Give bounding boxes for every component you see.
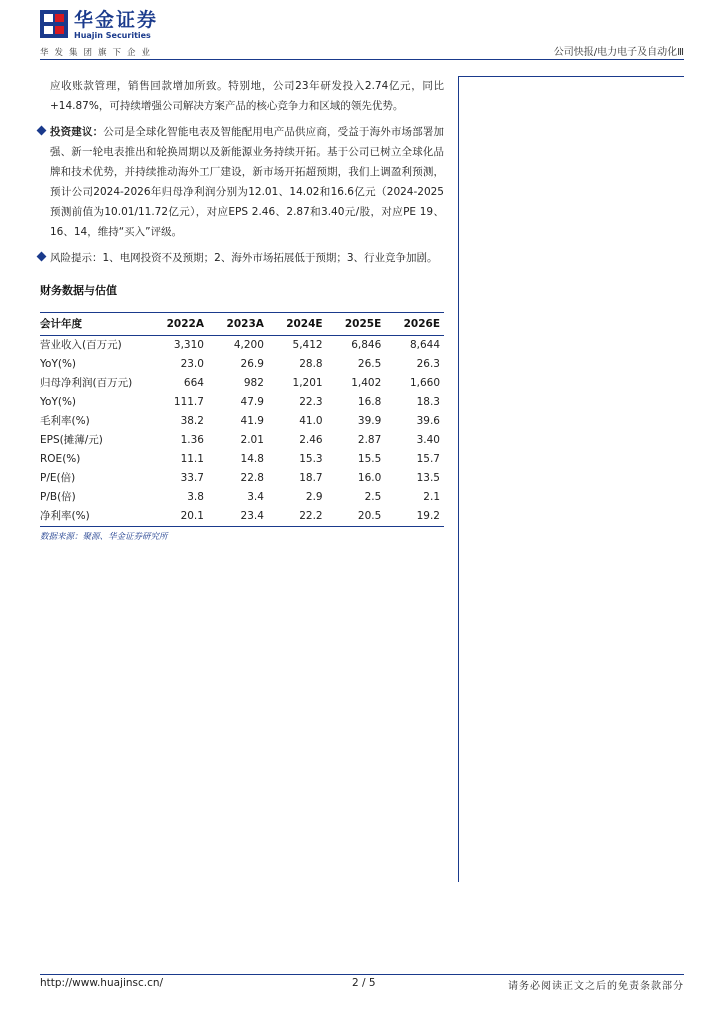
table-cell: 14.8 (240, 453, 264, 465)
column-header: 2024E (268, 313, 327, 336)
table-row (40, 336, 444, 356)
table-row (40, 469, 444, 488)
table-cell: 28.8 (299, 358, 323, 370)
investment-label: 投资建议： (50, 126, 104, 138)
table-cell: 16.8 (357, 396, 382, 408)
table-cell: 26.5 (357, 358, 382, 370)
table-cell: 18.3 (416, 396, 440, 408)
table-cell: 982 (243, 377, 264, 389)
table-cell: 3.4 (247, 491, 264, 503)
table-row (40, 412, 444, 431)
group-tagline: 华发集团旗下企业 (40, 48, 157, 58)
logo-cn-text: 华金证券 (74, 9, 159, 31)
logo-en-text: Huajin Securities (74, 31, 151, 40)
table-cell: 19.2 (385, 507, 444, 527)
investment-text: 公司是全球化智能电表及智能配用电产品供应商，受益于海外市场部署加强、新一轮电表推出和轮换周期以及新能源业务持续开拓。基于公司已树立全球化品牌和技术优势，并持续推动海外工厂建设，新市场开拓超预期，我们上调盈利预测，预计公司2024-2026年归母净利润分别为12.01、14.02和16.6亿元（2024-2025预测前值为10.01/11.72亿元），对应EPS 2.46、2.87和3.40元/股，对应PE 19、16、14，维持“买入”评级。 (50, 126, 445, 238)
table-cell: 20.5 (327, 507, 386, 527)
table-cell: 2.5 (364, 491, 382, 503)
footer-divider (40, 974, 684, 975)
financials-table-body (40, 336, 444, 527)
bullet-diamond-icon (37, 252, 47, 262)
table-row (40, 507, 444, 527)
table-row (40, 488, 444, 507)
row-label: 营业收入(百万元) (40, 339, 122, 351)
footer-disclaimer: 请务必阅读正文之后的免责条款部分 (508, 981, 684, 992)
table-cell: 20.1 (148, 507, 208, 527)
table-cell: 38.2 (180, 415, 204, 427)
table-cell: 3,310 (173, 339, 204, 351)
table-cell: 47.9 (240, 396, 264, 408)
table-cell: 3.40 (416, 434, 440, 446)
table-cell: 1.36 (180, 434, 204, 446)
footer-url-link[interactable]: http://www.huajinsc.cn/ (40, 977, 164, 989)
table-cell: 4,200 (233, 339, 264, 351)
table-cell: 3.8 (187, 491, 204, 503)
column-header: 2023A (208, 313, 268, 336)
table-cell: 18.7 (299, 472, 323, 484)
table-cell: 22.2 (268, 507, 327, 527)
table-cell: 111.7 (173, 396, 204, 408)
row-label: P/E(倍) (40, 472, 76, 484)
table-row (40, 393, 444, 412)
row-label: 净利率(%) (40, 507, 148, 527)
huajin-logo (40, 10, 158, 41)
risk-text: 风险提示：1、电网投资不及预期；2、海外市场拓展低于预期；3、行业竞争加剧。 (50, 252, 438, 264)
table-cell: 8,644 (409, 339, 440, 351)
table-cell: 41.0 (299, 415, 323, 427)
table-cell: 1,660 (409, 377, 440, 389)
column-header: 2022A (148, 313, 208, 336)
table-cell: 22.8 (240, 472, 264, 484)
table-cell: 2.87 (357, 434, 382, 446)
table-cell: 5,412 (292, 339, 323, 351)
table-cell: 26.9 (240, 358, 264, 370)
row-label: P/B(倍) (40, 491, 76, 503)
table-cell: 15.5 (357, 453, 382, 465)
financials-table (40, 312, 444, 527)
table-cell: 13.5 (416, 472, 440, 484)
table-cell: 23.4 (208, 507, 268, 527)
table-cell: 39.6 (416, 415, 440, 427)
table-cell: 15.7 (416, 453, 440, 465)
table-cell: 16.0 (357, 472, 382, 484)
investment-advice (40, 122, 444, 242)
table-cell: 6,846 (351, 339, 382, 351)
table-cell: 26.3 (416, 358, 440, 370)
table-row (40, 355, 444, 374)
table-cell: 39.9 (357, 415, 382, 427)
risk-warning (40, 248, 444, 268)
row-label: YoY(%) (40, 358, 77, 370)
page-number: 2 / 5 (352, 977, 376, 989)
table-cell: 15.3 (299, 453, 323, 465)
bullet-diamond-icon (37, 126, 47, 136)
row-label: 归母净利润(百万元) (40, 377, 133, 389)
column-header: 会计年度 (40, 313, 148, 336)
table-row (40, 450, 444, 469)
table-cell: 2.9 (305, 491, 323, 503)
column-header: 2026E (385, 313, 444, 336)
sidebar-border (458, 76, 459, 882)
data-source: 数据来源：聚源、华金证券研究所 (40, 532, 168, 542)
financials-title: 财务数据与估值 (40, 284, 117, 297)
report-type: 公司快报/电力电子及自动化Ⅲ (553, 47, 684, 58)
sidebar-top-rule (459, 76, 684, 77)
row-label: 毛利率(%) (40, 415, 90, 427)
table-header-row (40, 313, 444, 336)
row-label: ROE(%) (40, 453, 81, 465)
table-cell: 41.9 (240, 415, 264, 427)
table-cell: 2.46 (299, 434, 323, 446)
logo-mark-icon (40, 10, 68, 38)
row-label: EPS(摊薄/元) (40, 434, 103, 446)
table-cell: 33.7 (180, 472, 204, 484)
rd-paragraph: 应收账款管理，销售回款增加所致。特别地，公司23年研发投入2.74亿元，同比+14.87%，可持续增强公司解决方案产品的核心竞争力和区域的领先优势。 (50, 80, 444, 112)
row-label: YoY(%) (40, 396, 77, 408)
table-cell: 23.0 (180, 358, 204, 370)
page-header (40, 8, 684, 60)
table-cell: 11.1 (180, 453, 204, 465)
table-cell: 22.3 (299, 396, 323, 408)
table-cell: 1,402 (351, 377, 382, 389)
table-cell: 2.1 (423, 491, 440, 503)
table-cell: 1,201 (292, 377, 323, 389)
table-cell: 664 (183, 377, 204, 389)
table-row (40, 374, 444, 393)
table-cell: 2.01 (240, 434, 264, 446)
column-header: 2025E (327, 313, 386, 336)
table-row (40, 431, 444, 450)
main-content (40, 76, 444, 542)
header-divider (40, 59, 684, 60)
